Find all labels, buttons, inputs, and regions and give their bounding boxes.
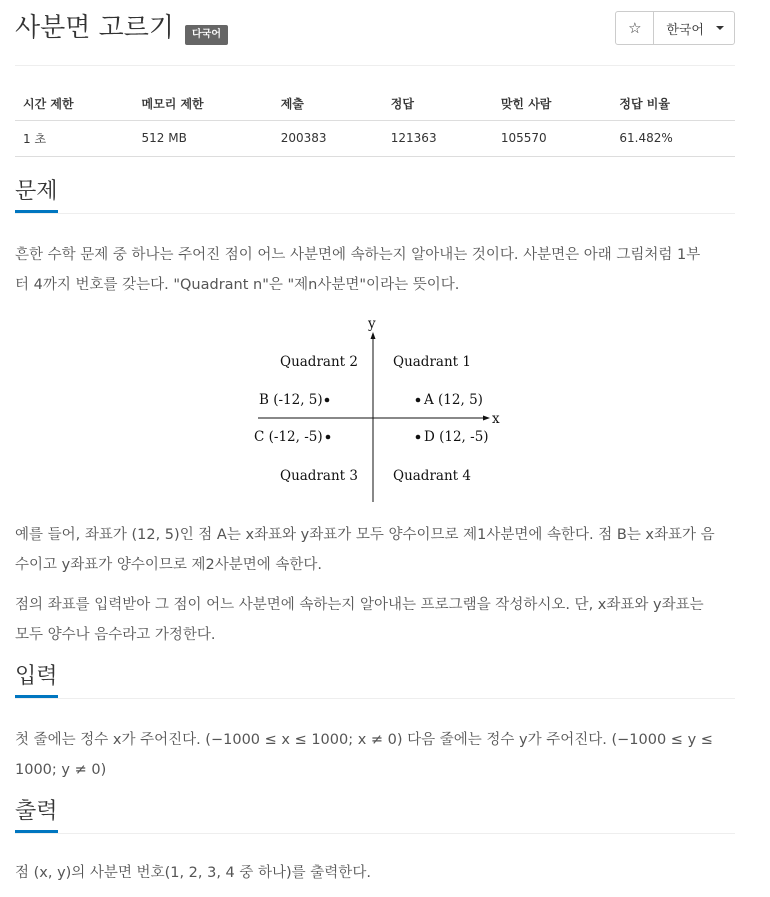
text-line: 예를 들어, 좌표가 (12, 5)인 점 A는 x좌표와 y좌표가 모두 양수이므로 제1사분면에 속한다. 점 B는 x좌표가 음 [15,527,715,543]
problem-paragraph-2 [15,520,735,580]
point-a-label: A (12, 5) [424,392,483,408]
page-title: 사분면 고르기 [15,13,174,43]
problem-paragraph-3 [15,590,735,650]
language-dropdown[interactable] [654,12,734,44]
section-title-output: 출력 [15,798,58,833]
x-axis-label: x [492,411,500,427]
table-row [15,120,735,156]
header-button-group [615,11,735,45]
quadrant-1-label: Quadrant 1 [393,354,471,370]
point-b-dot [325,398,330,403]
text-line: 첫 줄에는 정수 x가 주어진다. (−1000 ≤ x ≤ 1000; x ≠ 0) 다음 줄에는 정수 y가 주어진다. (−1000 ≤ y ≤ [15,732,713,748]
y-axis-label: y [368,316,376,332]
column-header: 메모리 제한 [134,87,273,120]
text-line: 모두 양수나 음수라고 가정한다. [15,627,216,643]
submissions-cell[interactable]: 200383 [273,120,383,156]
text-line: 터 4까지 번호를 갖는다. "Quadrant n"은 "제n사분면"이라는 뜻이다. [15,277,460,293]
point-c-label: C (-12, -5) [254,429,323,445]
memory-limit-cell: 512 MB [134,120,273,156]
point-b-label: B (-12, 5) [259,392,323,408]
problem-info-table [15,87,735,157]
section-title-problem: 문제 [15,178,58,213]
table-header-row [15,87,735,120]
accepted-cell[interactable]: 121363 [383,120,493,156]
multilingual-badge: 다국어 [185,25,228,45]
time-limit-cell: 1 초 [15,120,134,156]
quadrant-4-label: Quadrant 4 [393,468,471,484]
column-header: 맞힌 사람 [493,87,612,120]
output-description [15,858,735,888]
output-section-header [15,798,735,834]
column-header: 제출 [273,87,383,120]
column-header: 정답 [383,87,493,120]
x-axis-arrow [483,416,490,421]
language-label: 한국어 [666,22,704,38]
problem-header [15,10,735,66]
quadrant-diagram [250,314,510,506]
y-axis-arrow [371,332,376,339]
star-icon: ☆ [628,19,642,37]
solved-users-cell[interactable]: 105570 [493,120,612,156]
point-d-label: D (12, -5) [424,429,489,445]
input-section-header [15,663,735,699]
problem-paragraph-1 [15,240,735,300]
point-d-dot [416,435,421,440]
column-header: 시간 제한 [15,87,134,120]
caret-down-icon [716,26,724,30]
accepted-ratio-cell: 61.482% [611,120,735,156]
quadrant-2-label: Quadrant 2 [280,354,358,370]
problem-section-header [15,178,735,214]
point-a-dot [416,398,421,403]
quadrant-3-label: Quadrant 3 [280,468,358,484]
favorite-button[interactable] [616,12,654,44]
quadrant-diagram-svg [250,314,510,506]
section-title-input: 입력 [15,663,58,698]
text-line: 점 (x, y)의 사분면 번호(1, 2, 3, 4 중 하나)를 출력한다. [15,865,371,881]
text-line: 흔한 수학 문제 중 하나는 주어진 점이 어느 사분면에 속하는지 알아내는 것이다. 사분면은 아래 그림처럼 1부 [15,247,701,263]
text-line: 점의 좌표를 입력받아 그 점이 어느 사분면에 속하는지 알아내는 프로그램을 작성하시오. 단, x좌표와 y좌표는 [15,597,704,613]
column-header: 정답 비율 [611,87,735,120]
point-c-dot [326,435,331,440]
text-line: 수이고 y좌표가 양수이므로 제2사분면에 속한다. [15,557,322,573]
input-description [15,725,735,785]
text-line: 1000; y ≠ 0) [15,762,107,778]
